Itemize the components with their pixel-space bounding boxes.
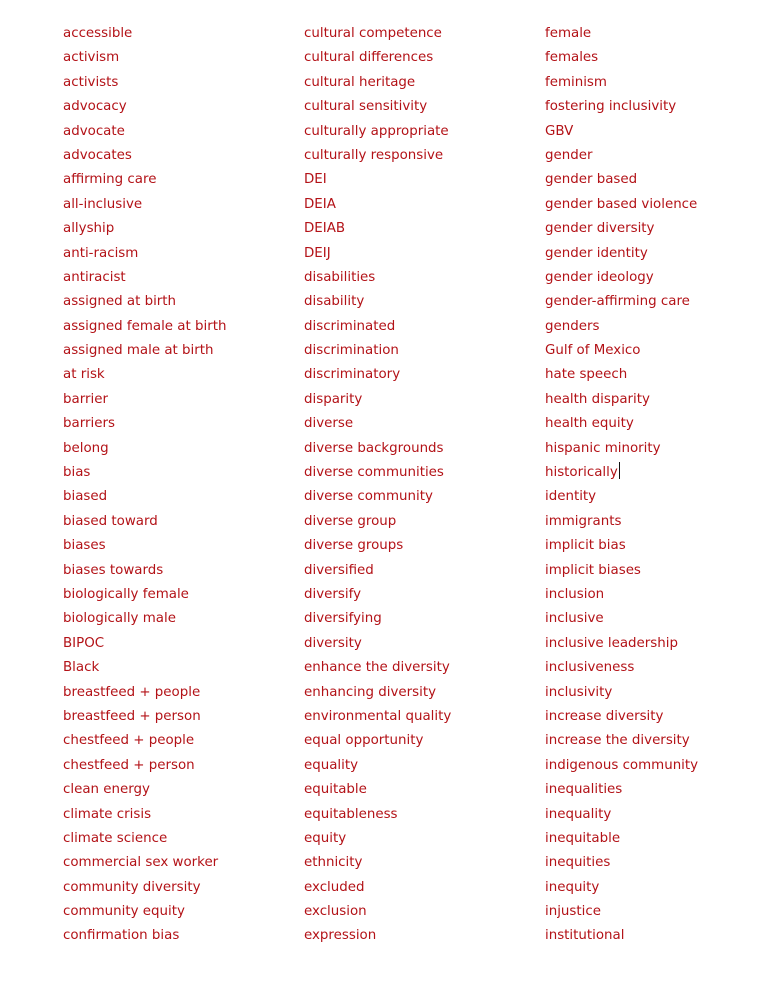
word-text: injustice	[545, 904, 601, 920]
word-item	[63, 583, 226, 607]
word-item	[304, 242, 451, 266]
word-item	[545, 827, 698, 851]
word-item	[63, 217, 226, 241]
word-item	[304, 193, 451, 217]
word-text: gender based	[545, 172, 638, 188]
word-text: belong	[63, 440, 109, 456]
word-item	[545, 754, 698, 778]
word-item	[545, 924, 698, 948]
word-item	[63, 120, 226, 144]
word-text: culturally appropriate	[304, 123, 449, 139]
text-cursor	[619, 462, 620, 479]
word-item	[304, 778, 451, 802]
word-text: anti-racism	[63, 245, 139, 261]
word-text: discrimination	[304, 343, 399, 359]
word-text: allyship	[63, 221, 115, 237]
word-item	[304, 729, 451, 753]
word-item	[304, 803, 451, 827]
word-text: hispanic minority	[545, 440, 661, 456]
word-text: historically	[545, 465, 618, 481]
word-item	[545, 217, 698, 241]
word-text: increase diversity	[545, 708, 664, 724]
word-text: female	[545, 26, 592, 41]
word-text: identity	[545, 489, 597, 505]
word-item	[304, 290, 451, 314]
word-item	[304, 607, 451, 631]
word-item	[63, 266, 226, 290]
word-item	[63, 437, 226, 461]
word-item	[63, 363, 226, 387]
word-item	[545, 632, 698, 656]
word-item	[545, 120, 698, 144]
word-text: cultural competence	[304, 26, 442, 41]
word-item	[304, 363, 451, 387]
word-text: expression	[304, 928, 377, 944]
word-item	[545, 876, 698, 900]
word-text: assigned at birth	[63, 294, 177, 310]
word-text: all-inclusive	[63, 196, 143, 212]
word-text: hate speech	[545, 367, 628, 383]
word-text: breastfeed + person	[63, 708, 201, 724]
word-column-3	[545, 22, 698, 949]
word-text: institutional	[545, 928, 625, 944]
word-item	[304, 924, 451, 948]
word-text: health equity	[545, 416, 634, 432]
word-text: diverse community	[304, 489, 433, 505]
word-text: disparity	[304, 391, 363, 407]
word-text: gender based violence	[545, 196, 698, 212]
word-text: excluded	[304, 879, 365, 895]
word-item	[545, 729, 698, 753]
word-item	[63, 95, 226, 119]
word-text: clean energy	[63, 782, 150, 798]
word-item	[304, 22, 451, 46]
word-item	[63, 339, 226, 363]
word-text: biologically female	[63, 586, 189, 602]
word-item	[304, 71, 451, 95]
word-item	[63, 193, 226, 217]
word-text: health disparity	[545, 391, 650, 407]
word-text: genders	[545, 318, 600, 334]
word-text: diversifying	[304, 611, 382, 627]
word-text: BIPOC	[63, 635, 105, 651]
word-item	[545, 95, 698, 119]
word-item	[304, 412, 451, 436]
word-item	[304, 46, 451, 70]
word-item	[304, 827, 451, 851]
word-text: advocacy	[63, 99, 127, 115]
word-item	[63, 144, 226, 168]
word-text: advocate	[63, 123, 125, 139]
word-item	[545, 803, 698, 827]
word-item	[304, 705, 451, 729]
word-item	[545, 485, 698, 509]
word-text: equal opportunity	[304, 733, 424, 749]
word-item	[304, 120, 451, 144]
word-item	[304, 485, 451, 509]
word-item	[304, 900, 451, 924]
word-item	[545, 193, 698, 217]
word-item	[304, 681, 451, 705]
word-text: enhance the diversity	[304, 660, 450, 676]
word-item	[545, 22, 698, 46]
word-text: chestfeed + person	[63, 757, 195, 773]
word-item	[63, 22, 226, 46]
word-item	[63, 168, 226, 192]
word-text: inequality	[545, 806, 612, 822]
word-text: equitable	[304, 782, 367, 798]
word-item	[304, 168, 451, 192]
word-text: implicit biases	[545, 562, 641, 578]
word-text: diversity	[304, 635, 362, 651]
word-text: Gulf of Mexico	[545, 343, 641, 359]
word-item	[304, 437, 451, 461]
word-text: cultural sensitivity	[304, 99, 428, 115]
word-text: gender identity	[545, 245, 648, 261]
word-item	[545, 315, 698, 339]
word-text: equitableness	[304, 806, 398, 822]
word-item	[304, 266, 451, 290]
word-item	[63, 412, 226, 436]
word-item	[63, 705, 226, 729]
word-text: climate science	[63, 830, 168, 846]
word-item	[545, 607, 698, 631]
word-text: diverse	[304, 416, 354, 432]
word-item	[545, 46, 698, 70]
word-text: implicit bias	[545, 538, 626, 554]
word-text: barrier	[63, 391, 108, 407]
word-item	[545, 290, 698, 314]
word-text: antiracist	[63, 269, 126, 285]
word-text: barriers	[63, 416, 115, 432]
word-text: gender-affirming care	[545, 294, 690, 310]
word-text: Black	[63, 660, 100, 676]
word-item	[545, 412, 698, 436]
word-text: bias	[63, 465, 91, 481]
word-text: enhancing diversity	[304, 684, 436, 700]
word-item	[63, 510, 226, 534]
word-item	[545, 461, 698, 485]
word-item	[545, 900, 698, 924]
word-item	[304, 583, 451, 607]
word-item	[304, 754, 451, 778]
word-text: disability	[304, 294, 365, 310]
word-text: inequities	[545, 855, 611, 871]
word-text: inclusive	[545, 611, 604, 627]
word-item	[63, 924, 226, 948]
word-item	[63, 656, 226, 680]
word-item	[304, 315, 451, 339]
word-text: diverse group	[304, 513, 397, 529]
word-item	[304, 876, 451, 900]
word-item	[545, 144, 698, 168]
word-text: commercial sex worker	[63, 855, 219, 871]
word-text: community diversity	[63, 879, 201, 895]
word-item	[304, 559, 451, 583]
word-item	[545, 339, 698, 363]
word-item	[304, 656, 451, 680]
word-item	[63, 71, 226, 95]
word-text: indigenous community	[545, 757, 699, 773]
word-item	[304, 144, 451, 168]
word-item	[545, 705, 698, 729]
word-text: chestfeed + people	[63, 733, 195, 749]
word-text: inclusion	[545, 586, 605, 602]
word-text: discriminated	[304, 318, 396, 334]
word-item	[545, 437, 698, 461]
word-item	[63, 461, 226, 485]
word-text: climate crisis	[63, 806, 152, 822]
word-text: GBV	[545, 123, 574, 139]
word-item	[63, 607, 226, 631]
word-column-1	[63, 22, 226, 949]
word-text: assigned male at birth	[63, 343, 214, 359]
word-text: DEIA	[304, 196, 336, 212]
word-item	[545, 510, 698, 534]
word-text: DEI	[304, 172, 327, 188]
word-item	[304, 339, 451, 363]
word-text: cultural heritage	[304, 74, 416, 90]
word-text: cultural differences	[304, 50, 434, 66]
word-item	[63, 559, 226, 583]
word-text: at risk	[63, 367, 105, 383]
word-text: increase the diversity	[545, 733, 690, 749]
word-item	[545, 388, 698, 412]
word-item	[63, 754, 226, 778]
word-item	[545, 559, 698, 583]
word-item	[63, 388, 226, 412]
word-item	[545, 363, 698, 387]
word-item	[63, 681, 226, 705]
word-text: gender	[545, 147, 593, 163]
word-item	[63, 900, 226, 924]
word-text: biased	[63, 489, 108, 505]
word-text: inclusiveness	[545, 660, 635, 676]
word-item	[63, 803, 226, 827]
word-item	[63, 242, 226, 266]
word-text: diversify	[304, 586, 361, 602]
word-item	[63, 851, 226, 875]
word-item	[304, 388, 451, 412]
word-item	[545, 242, 698, 266]
word-text: diversified	[304, 562, 374, 578]
word-item	[545, 656, 698, 680]
word-item	[63, 290, 226, 314]
word-text: confirmation bias	[63, 928, 180, 944]
word-item	[63, 729, 226, 753]
word-text: inequity	[545, 879, 600, 895]
word-text: DEIJ	[304, 245, 331, 261]
word-text: inequitable	[545, 830, 621, 846]
word-item	[545, 583, 698, 607]
word-text: ethnicity	[304, 855, 363, 871]
word-item	[304, 851, 451, 875]
word-text: diverse groups	[304, 538, 404, 554]
word-text: inequalities	[545, 782, 623, 798]
word-text: equity	[304, 830, 347, 846]
word-text: exclusion	[304, 904, 367, 920]
word-item	[545, 534, 698, 558]
word-text: advocates	[63, 147, 132, 163]
word-text: affirming care	[63, 172, 157, 188]
word-item	[304, 632, 451, 656]
word-text: gender diversity	[545, 221, 655, 237]
word-item	[545, 168, 698, 192]
word-item	[304, 534, 451, 558]
word-item	[63, 315, 226, 339]
word-text: biased toward	[63, 513, 158, 529]
word-item	[545, 681, 698, 705]
word-item	[304, 461, 451, 485]
word-text: breastfeed + people	[63, 684, 201, 700]
word-item	[545, 851, 698, 875]
word-text: equality	[304, 757, 359, 773]
word-text: immigrants	[545, 513, 622, 529]
word-item	[63, 485, 226, 509]
word-text: diverse communities	[304, 465, 444, 481]
word-item	[545, 266, 698, 290]
word-text: inclusive leadership	[545, 635, 678, 651]
word-item	[63, 778, 226, 802]
word-text: gender ideology	[545, 269, 654, 285]
word-item	[63, 534, 226, 558]
word-text: disabilities	[304, 269, 376, 285]
word-item	[63, 632, 226, 656]
word-item	[304, 217, 451, 241]
word-text: community equity	[63, 904, 185, 920]
word-text: DEIAB	[304, 221, 346, 237]
word-item	[63, 46, 226, 70]
word-text: biases towards	[63, 562, 164, 578]
word-item	[63, 827, 226, 851]
word-text: environmental quality	[304, 708, 452, 724]
word-text: assigned female at birth	[63, 318, 227, 334]
word-text: accessible	[63, 26, 133, 41]
word-text: culturally responsive	[304, 147, 444, 163]
word-text: activists	[63, 74, 119, 90]
word-text: females	[545, 50, 599, 66]
word-item	[63, 876, 226, 900]
word-item	[304, 95, 451, 119]
word-item	[545, 71, 698, 95]
word-text: feminism	[545, 74, 607, 90]
word-text: biases	[63, 538, 106, 554]
word-text: diverse backgrounds	[304, 440, 444, 456]
word-item	[304, 510, 451, 534]
word-text: discriminatory	[304, 367, 401, 383]
word-item	[545, 778, 698, 802]
word-text: fostering inclusivity	[545, 99, 677, 115]
word-text: biologically male	[63, 611, 176, 627]
word-column-2	[304, 22, 451, 949]
word-text: inclusivity	[545, 684, 613, 700]
word-text: activism	[63, 50, 120, 66]
